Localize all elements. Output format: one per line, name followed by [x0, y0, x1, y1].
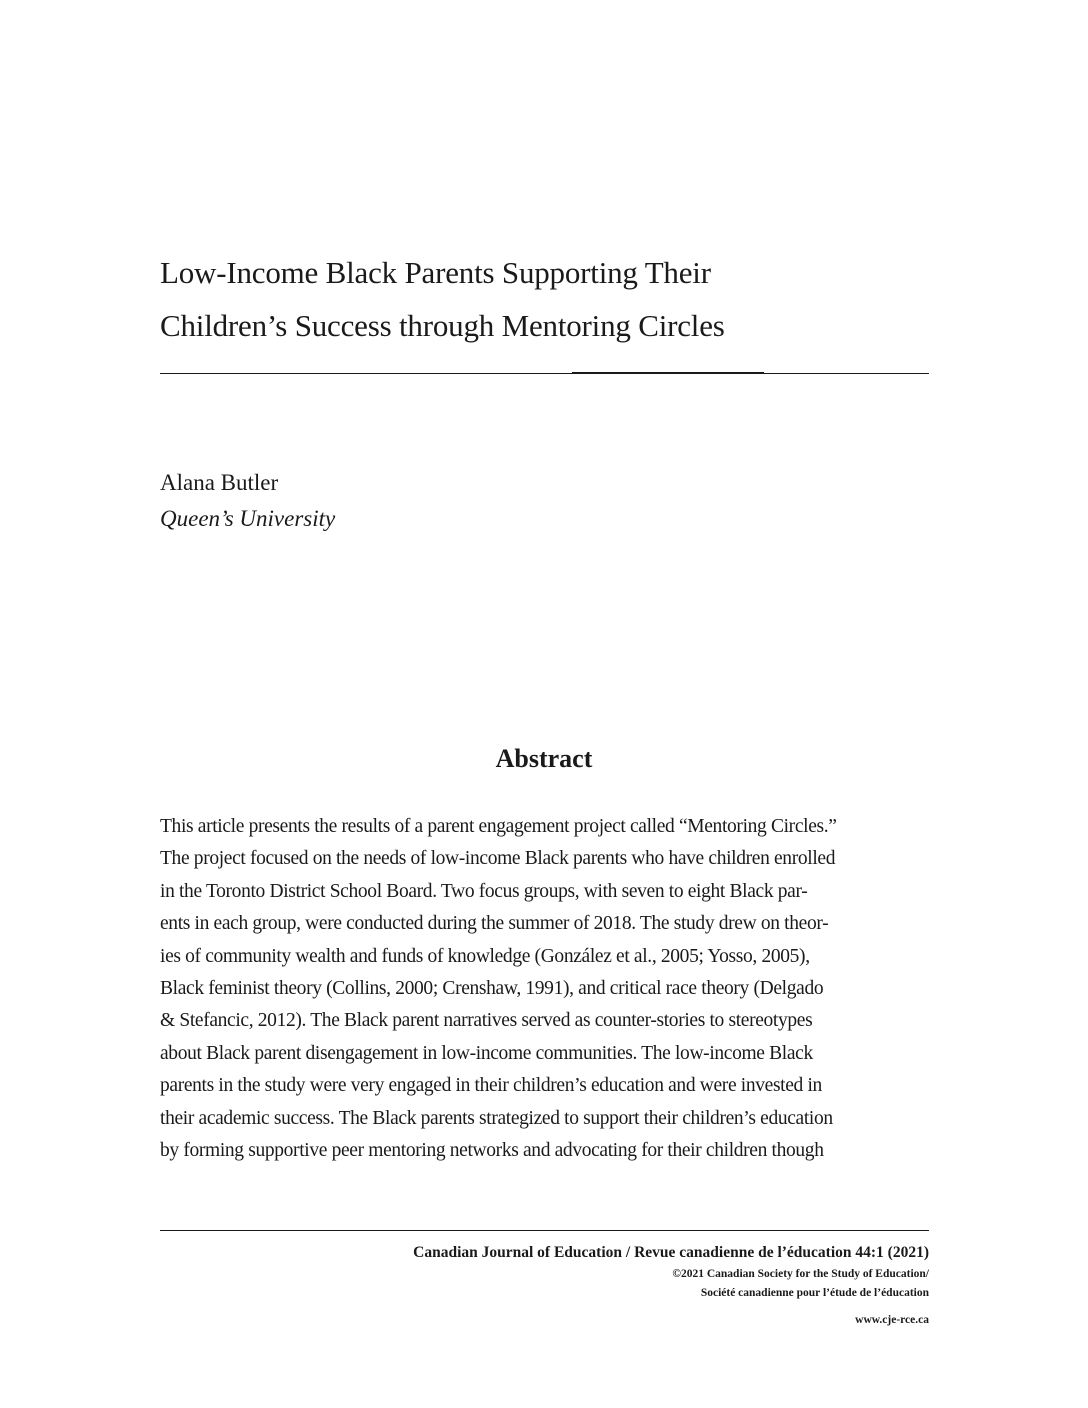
page-footer [413, 1241, 929, 1330]
title-divider-accent [572, 372, 764, 374]
title-divider [160, 373, 929, 374]
article-title-line: Low-Income Black Parents Supporting Their [160, 255, 711, 290]
abstract-line: ents in each group, were conducted during the summer of 2018. The study drew on theor- [160, 913, 829, 935]
abstract-line: in the Toronto District School Board. Two focus groups, with seven to eight Black par- [160, 880, 808, 902]
article-title-line: Children’s Success through Mentoring Circles [160, 308, 725, 343]
abstract-line: This article presents the results of a parent engagement project called “Mentoring Circles.” [160, 816, 837, 837]
author-name: Alana Butler [160, 470, 279, 495]
copyright-line: ©2021 Canadian Society for the Study of Education/ [672, 1268, 929, 1280]
abstract-line: their academic success. The Black parents strategized to support their children’s education [160, 1107, 833, 1129]
journal-url[interactable]: www.cje-rce.ca [855, 1314, 929, 1326]
footer-divider [160, 1230, 929, 1231]
journal-citation: Canadian Journal of Education / Revue canadienne de l’éducation 44:1 (2021) [413, 1244, 929, 1261]
abstract-line: & Stefancic, 2012). The Black parent narratives served as counter-stories to stereotypes [160, 1010, 813, 1032]
article-title [160, 246, 940, 352]
abstract-body [160, 811, 940, 1167]
copyright-line: Société canadienne pour l’étude de l’éducation [700, 1287, 929, 1299]
abstract-line: parents in the study were very engaged in their children’s education and were invested in [160, 1075, 822, 1097]
author-affiliation: Queen’s University [160, 506, 336, 531]
abstract-line: ies of community wealth and funds of knowledge (González et al., 2005; Yosso, 2005), [160, 945, 810, 967]
abstract-line: about Black parent disengagement in low-income communities. The low-income Black [160, 1042, 813, 1064]
abstract-line: Black feminist theory (Collins, 2000; Crenshaw, 1991), and critical race theory (Delgado [160, 978, 824, 1000]
abstract-line: The project focused on the needs of low-income Black parents who have children enrolled [160, 848, 836, 870]
abstract-heading: Abstract [495, 744, 593, 773]
abstract-line: by forming supportive peer mentoring networks and advocating for their children though [160, 1140, 824, 1162]
